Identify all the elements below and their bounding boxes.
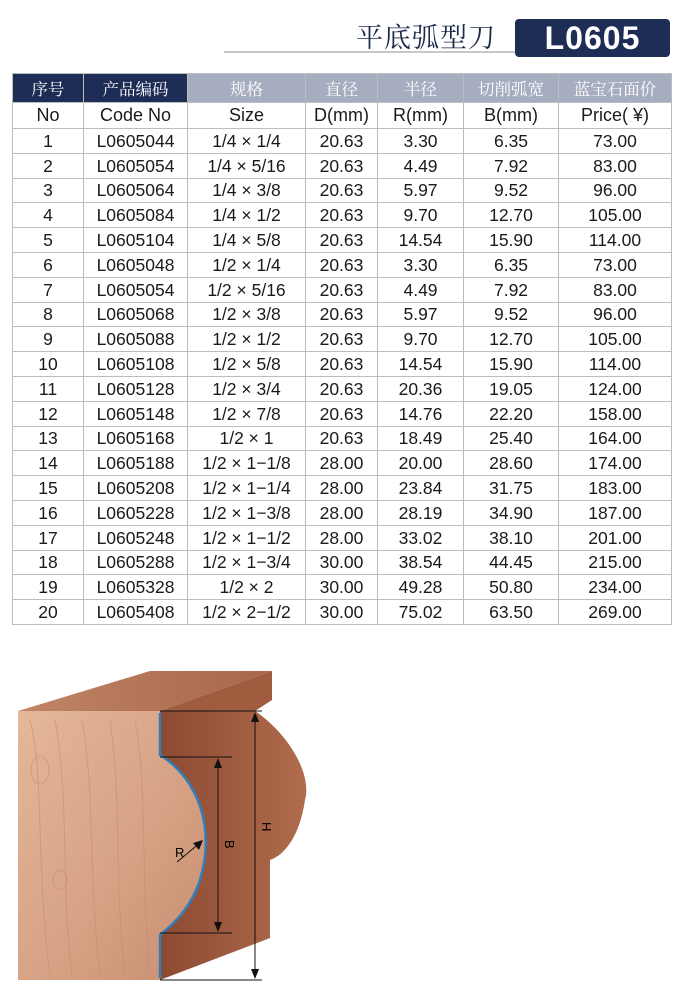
table-row xyxy=(13,178,672,203)
header-width-cn: 切削弧宽 xyxy=(464,74,559,103)
cell-width: 12.70 xyxy=(464,203,559,228)
cell-price: 124.00 xyxy=(559,376,672,401)
cell-code: L0605048 xyxy=(84,252,188,277)
cell-diameter: 20.63 xyxy=(306,277,378,302)
cell-diameter: 20.63 xyxy=(306,327,378,352)
cell-diameter: 20.63 xyxy=(306,352,378,377)
cell-size: 1/2 × 1/4 xyxy=(188,252,306,277)
spec-table xyxy=(12,73,672,625)
cell-code: L0605148 xyxy=(84,401,188,426)
cell-radius: 9.70 xyxy=(378,203,464,228)
cell-radius: 14.54 xyxy=(378,352,464,377)
page-title: 平底弧型刀 xyxy=(356,23,496,54)
cell-width: 50.80 xyxy=(464,575,559,600)
cell-radius: 33.02 xyxy=(378,525,464,550)
cell-code: L0605054 xyxy=(84,277,188,302)
cell-width: 28.60 xyxy=(464,451,559,476)
header-radius-en: R(mm) xyxy=(378,103,464,129)
cell-size: 1/4 × 3/8 xyxy=(188,178,306,203)
cell-price: 83.00 xyxy=(559,277,672,302)
cell-radius: 28.19 xyxy=(378,500,464,525)
cell-code: L0605188 xyxy=(84,451,188,476)
cell-width: 9.52 xyxy=(464,302,559,327)
cell-diameter: 28.00 xyxy=(306,525,378,550)
cell-width: 15.90 xyxy=(464,352,559,377)
label-h: H xyxy=(259,822,274,832)
cell-width: 44.45 xyxy=(464,550,559,575)
cell-width: 19.05 xyxy=(464,376,559,401)
cell-price: 114.00 xyxy=(559,228,672,253)
cell-radius: 3.30 xyxy=(378,252,464,277)
table-row xyxy=(13,153,672,178)
cell-radius: 4.49 xyxy=(378,153,464,178)
cell-code: L0605068 xyxy=(84,302,188,327)
cell-price: 174.00 xyxy=(559,451,672,476)
table-row xyxy=(13,500,672,525)
cell-diameter: 30.00 xyxy=(306,600,378,625)
cell-radius: 9.70 xyxy=(378,327,464,352)
cell-no: 10 xyxy=(13,352,84,377)
cell-size: 1/2 × 5/8 xyxy=(188,352,306,377)
cell-no: 14 xyxy=(13,451,84,476)
cell-code: L0605328 xyxy=(84,575,188,600)
cell-radius: 14.76 xyxy=(378,401,464,426)
cell-code: L0605064 xyxy=(84,178,188,203)
header-row-cn xyxy=(13,74,672,103)
cell-diameter: 20.63 xyxy=(306,178,378,203)
cell-price: 96.00 xyxy=(559,302,672,327)
table-row xyxy=(13,277,672,302)
cell-size: 1/4 × 5/8 xyxy=(188,228,306,253)
cell-size: 1/2 × 5/16 xyxy=(188,277,306,302)
cell-diameter: 20.63 xyxy=(306,401,378,426)
cell-price: 187.00 xyxy=(559,500,672,525)
cell-code: L0605208 xyxy=(84,476,188,501)
header-radius-cn: 半径 xyxy=(378,74,464,103)
table-row xyxy=(13,476,672,501)
cell-no: 12 xyxy=(13,401,84,426)
label-r: R xyxy=(175,845,185,860)
header-width-en: B(mm) xyxy=(464,103,559,129)
header-no-cn: 序号 xyxy=(13,74,84,103)
cell-width: 6.35 xyxy=(464,129,559,154)
cell-size: 1/2 × 1−1/4 xyxy=(188,476,306,501)
cell-diameter: 30.00 xyxy=(306,575,378,600)
table-row xyxy=(13,575,672,600)
table-row xyxy=(13,327,672,352)
cell-no: 15 xyxy=(13,476,84,501)
cell-diameter: 20.63 xyxy=(306,252,378,277)
cell-size: 1/2 × 1−1/8 xyxy=(188,451,306,476)
cell-price: 73.00 xyxy=(559,129,672,154)
cell-no: 6 xyxy=(13,252,84,277)
header-diameter-en: D(mm) xyxy=(306,103,378,129)
cell-radius: 4.49 xyxy=(378,277,464,302)
table-row xyxy=(13,228,672,253)
cell-diameter: 30.00 xyxy=(306,550,378,575)
cell-diameter: 28.00 xyxy=(306,451,378,476)
table-row xyxy=(13,525,672,550)
cell-size: 1/4 × 1/4 xyxy=(188,129,306,154)
cell-price: 164.00 xyxy=(559,426,672,451)
table-row xyxy=(13,129,672,154)
cell-radius: 20.00 xyxy=(378,451,464,476)
table-row xyxy=(13,600,672,625)
cell-price: 114.00 xyxy=(559,352,672,377)
cell-no: 11 xyxy=(13,376,84,401)
cell-width: 12.70 xyxy=(464,327,559,352)
header-price-en: Price( ¥) xyxy=(559,103,672,129)
cell-width: 25.40 xyxy=(464,426,559,451)
cell-width: 7.92 xyxy=(464,277,559,302)
cell-size: 1/2 × 2−1/2 xyxy=(188,600,306,625)
cell-diameter: 20.63 xyxy=(306,203,378,228)
table-row xyxy=(13,376,672,401)
cell-code: L0605248 xyxy=(84,525,188,550)
cell-no: 9 xyxy=(13,327,84,352)
cell-diameter: 28.00 xyxy=(306,476,378,501)
cell-radius: 38.54 xyxy=(378,550,464,575)
header-no-en: No xyxy=(13,103,84,129)
cell-size: 1/2 × 1−3/4 xyxy=(188,550,306,575)
cell-radius: 49.28 xyxy=(378,575,464,600)
cell-price: 201.00 xyxy=(559,525,672,550)
cell-radius: 23.84 xyxy=(378,476,464,501)
cell-price: 234.00 xyxy=(559,575,672,600)
cell-radius: 3.30 xyxy=(378,129,464,154)
cell-no: 17 xyxy=(13,525,84,550)
cell-no: 3 xyxy=(13,178,84,203)
cell-code: L0605054 xyxy=(84,153,188,178)
cell-no: 1 xyxy=(13,129,84,154)
cell-code: L0605288 xyxy=(84,550,188,575)
cell-price: 215.00 xyxy=(559,550,672,575)
cell-radius: 75.02 xyxy=(378,600,464,625)
cell-no: 18 xyxy=(13,550,84,575)
header-row-en xyxy=(13,103,672,129)
cell-code: L0605168 xyxy=(84,426,188,451)
cell-size: 1/2 × 3/4 xyxy=(188,376,306,401)
table-row xyxy=(13,451,672,476)
cell-code: L0605408 xyxy=(84,600,188,625)
cell-no: 7 xyxy=(13,277,84,302)
cell-width: 9.52 xyxy=(464,178,559,203)
cell-radius: 18.49 xyxy=(378,426,464,451)
cell-width: 6.35 xyxy=(464,252,559,277)
cell-radius: 14.54 xyxy=(378,228,464,253)
cell-diameter: 28.00 xyxy=(306,500,378,525)
cell-price: 269.00 xyxy=(559,600,672,625)
cell-radius: 5.97 xyxy=(378,178,464,203)
cell-size: 1/2 × 2 xyxy=(188,575,306,600)
cell-width: 34.90 xyxy=(464,500,559,525)
table-row xyxy=(13,203,672,228)
cell-code: L0605228 xyxy=(84,500,188,525)
cell-price: 105.00 xyxy=(559,327,672,352)
cell-diameter: 20.63 xyxy=(306,228,378,253)
profile-diagram xyxy=(0,660,680,1002)
cell-no: 4 xyxy=(13,203,84,228)
header-diameter-cn: 直径 xyxy=(306,74,378,103)
cell-price: 105.00 xyxy=(559,203,672,228)
table-row xyxy=(13,426,672,451)
cell-no: 8 xyxy=(13,302,84,327)
cell-diameter: 20.63 xyxy=(306,153,378,178)
header-size-en: Size xyxy=(188,103,306,129)
cell-size: 1/2 × 7/8 xyxy=(188,401,306,426)
cell-code: L0605044 xyxy=(84,129,188,154)
cell-size: 1/4 × 1/2 xyxy=(188,203,306,228)
cell-no: 5 xyxy=(13,228,84,253)
cell-no: 19 xyxy=(13,575,84,600)
cell-radius: 20.36 xyxy=(378,376,464,401)
cell-diameter: 20.63 xyxy=(306,129,378,154)
cell-price: 183.00 xyxy=(559,476,672,501)
cell-radius: 5.97 xyxy=(378,302,464,327)
table-row xyxy=(13,252,672,277)
cell-no: 20 xyxy=(13,600,84,625)
cell-no: 16 xyxy=(13,500,84,525)
cell-width: 15.90 xyxy=(464,228,559,253)
cell-size: 1/2 × 1−1/2 xyxy=(188,525,306,550)
cell-code: L0605088 xyxy=(84,327,188,352)
cell-width: 31.75 xyxy=(464,476,559,501)
cell-width: 22.20 xyxy=(464,401,559,426)
table-row xyxy=(13,302,672,327)
cell-code: L0605108 xyxy=(84,352,188,377)
header-code-cn: 产品编码 xyxy=(84,74,188,103)
cell-price: 83.00 xyxy=(559,153,672,178)
cell-diameter: 20.63 xyxy=(306,426,378,451)
cell-size: 1/2 × 1/2 xyxy=(188,327,306,352)
cell-size: 1/2 × 1−3/8 xyxy=(188,500,306,525)
cell-price: 96.00 xyxy=(559,178,672,203)
table-row xyxy=(13,550,672,575)
cell-code: L0605128 xyxy=(84,376,188,401)
header-price-cn: 蓝宝石面价 xyxy=(559,74,672,103)
cell-diameter: 20.63 xyxy=(306,302,378,327)
table-row xyxy=(13,352,672,377)
header-size-cn: 规格 xyxy=(188,74,306,103)
cell-size: 1/4 × 5/16 xyxy=(188,153,306,178)
cell-price: 158.00 xyxy=(559,401,672,426)
cell-code: L0605084 xyxy=(84,203,188,228)
cell-width: 63.50 xyxy=(464,600,559,625)
header-code-en: Code No xyxy=(84,103,188,129)
cell-price: 73.00 xyxy=(559,252,672,277)
cell-size: 1/2 × 3/8 xyxy=(188,302,306,327)
cell-width: 38.10 xyxy=(464,525,559,550)
cell-diameter: 20.63 xyxy=(306,376,378,401)
cell-no: 2 xyxy=(13,153,84,178)
cell-code: L0605104 xyxy=(84,228,188,253)
cell-size: 1/2 × 1 xyxy=(188,426,306,451)
label-b: B xyxy=(222,840,237,849)
product-code-badge: L0605 xyxy=(515,19,670,57)
cell-width: 7.92 xyxy=(464,153,559,178)
cell-no: 13 xyxy=(13,426,84,451)
table-row xyxy=(13,401,672,426)
